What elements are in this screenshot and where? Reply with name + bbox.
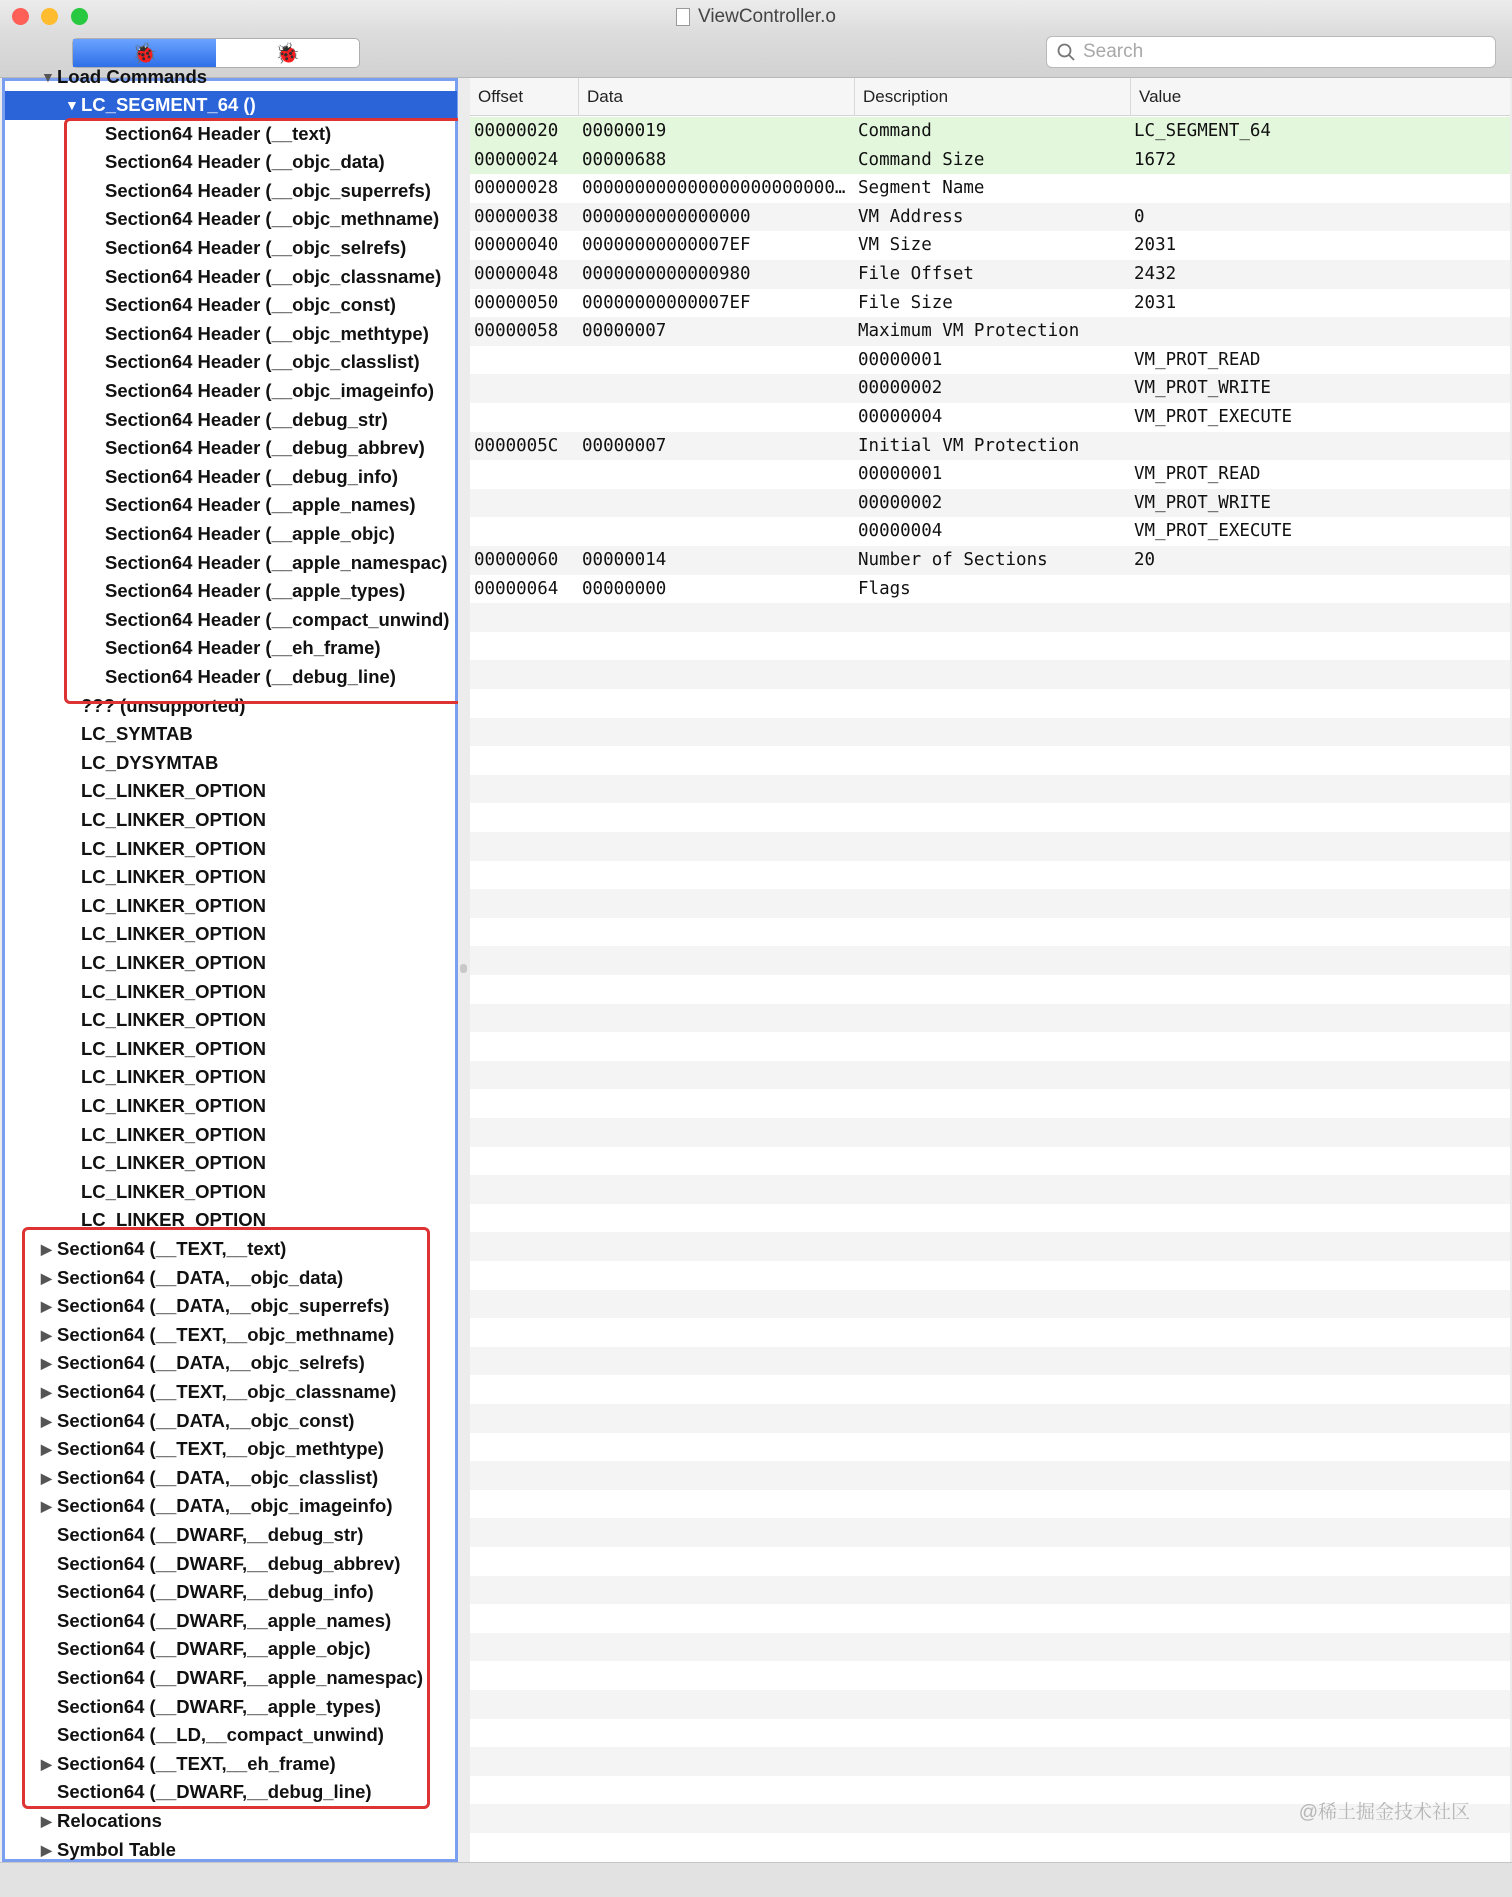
outline-row-label: Section64 (__DWARF,__apple_objc): [57, 1638, 371, 1660]
cell-value: VM_PROT_WRITE: [1134, 378, 1271, 399]
outline-row-label: LC_DYSYMTAB: [81, 751, 219, 773]
outline-row-label: Section64 (__TEXT,__eh_frame): [57, 1752, 336, 1774]
outline-row[interactable]: [5, 720, 457, 749]
outline-row[interactable]: [5, 1349, 457, 1378]
outline-row-label: Section64 (__DWARF,__apple_namespac): [57, 1667, 424, 1688]
outline-row-label: Section64 (__DWARF,__debug_line): [57, 1781, 372, 1803]
row-stripe: [470, 1690, 1510, 1719]
table-row[interactable]: [470, 546, 1510, 575]
outline-row[interactable]: [5, 234, 457, 263]
title-bar: [0, 0, 1512, 34]
outline-row[interactable]: [5, 1206, 457, 1235]
cell-description: Command: [858, 121, 932, 141]
cell-offset: 00000048: [474, 264, 559, 284]
outline-row[interactable]: [5, 920, 457, 949]
cell-value: 1672: [1134, 149, 1177, 170]
table-row[interactable]: [470, 117, 1510, 146]
cell-offset: 00000058: [474, 321, 559, 342]
outline-row-label: Section64 (__TEXT,__objc_classname): [57, 1381, 397, 1402]
outline-row[interactable]: [5, 1693, 457, 1722]
outline-row-label: Section64 Header (__apple_names): [105, 494, 416, 516]
cell-description: VM Address: [858, 206, 964, 227]
cell-description: Segment Name: [858, 178, 985, 199]
outline-row-label: LC_LINKER_OPTION: [81, 980, 267, 1002]
outline-row[interactable]: [5, 1121, 457, 1150]
disclosure-closed-icon[interactable]: ▶: [41, 1755, 52, 1772]
outline-row-label: LC_LINKER_OPTION: [81, 1152, 267, 1174]
outline-row[interactable]: [5, 835, 457, 864]
outline-row-label: Section64 (__DATA,__objc_const): [57, 1409, 355, 1431]
outline-row-label: Section64 Header (__debug_line): [105, 666, 396, 687]
outline-row[interactable]: [5, 1464, 457, 1493]
outline-row[interactable]: [5, 1492, 457, 1521]
cell-description: Command Size: [858, 149, 985, 170]
outline-row[interactable]: [5, 806, 457, 835]
outline-row[interactable]: [5, 692, 457, 721]
outline-row[interactable]: [5, 205, 457, 234]
outline-row-label: Section64 (__DWARF,__debug_str): [57, 1524, 364, 1545]
outline-row[interactable]: [5, 177, 457, 206]
disclosure-closed-icon[interactable]: ▶: [41, 1298, 52, 1315]
cell-description: 00000002: [858, 492, 943, 513]
outline-row[interactable]: [5, 1264, 457, 1293]
outline-row[interactable]: [5, 1035, 457, 1064]
outline-row-label: Section64 Header (__apple_objc): [105, 523, 395, 544]
row-stripe: [470, 1004, 1510, 1033]
outline-row[interactable]: [5, 263, 457, 292]
outline-row[interactable]: [5, 1292, 457, 1321]
row-stripe: [470, 1633, 1510, 1662]
row-stripe: [470, 1118, 1510, 1147]
row-stripe: [470, 1518, 1510, 1547]
cell-value: VM_PROT_READ: [1134, 349, 1261, 370]
disclosure-closed-icon[interactable]: ▶: [41, 1326, 52, 1343]
outline-row-label: ??? (unsupported): [81, 694, 246, 716]
row-stripe: [470, 718, 1510, 747]
outline-row-label: LC_LINKER_OPTION: [81, 923, 267, 945]
row-stripe: [470, 946, 1510, 975]
cell-description: 00000001: [858, 464, 943, 485]
outline-row[interactable]: [5, 1721, 457, 1750]
disclosure-closed-icon[interactable]: ▶: [41, 1469, 52, 1486]
cell-data: 00000000000007EF: [582, 292, 751, 313]
outline-row-label: LC_LINKER_OPTION: [81, 952, 267, 973]
outline-row[interactable]: [5, 1578, 457, 1607]
detail-table[interactable]: [470, 78, 1510, 1862]
disclosure-closed-icon[interactable]: ▶: [41, 1355, 52, 1372]
disclosure-closed-icon[interactable]: ▶: [41, 1384, 52, 1400]
cell-description: Flags: [858, 578, 911, 599]
outline-row-label: Relocations: [57, 1810, 162, 1831]
row-stripe: [470, 1061, 1510, 1090]
outline-row[interactable]: [5, 1006, 457, 1035]
disclosure-closed-icon[interactable]: ▶: [41, 1441, 52, 1458]
search-icon: [1057, 43, 1075, 61]
disclosure-open-icon[interactable]: ▼: [41, 69, 55, 85]
outline-row-label: Section64 (__DATA,__objc_imageinfo): [57, 1495, 393, 1517]
outline-row-label: Section64 (__DWARF,__debug_abbrev): [57, 1552, 401, 1574]
cell-data: 00000007: [582, 435, 667, 456]
table-row[interactable]: [470, 374, 1510, 403]
outline-row[interactable]: [5, 520, 457, 549]
cell-description: Number of Sections: [858, 550, 1048, 570]
outline-row-label: Section64 Header (__apple_types): [105, 580, 406, 602]
disclosure-closed-icon[interactable]: ▶: [41, 1841, 52, 1858]
outline-row[interactable]: [5, 91, 457, 120]
outline-row-label: LC_SYMTAB: [81, 723, 193, 745]
outline-row-label: LC_LINKER_OPTION: [81, 894, 267, 916]
cell-offset: 00000028: [474, 178, 559, 199]
table-row[interactable]: [470, 517, 1510, 546]
column-header-value[interactable]: Value: [1130, 78, 1510, 116]
table-row[interactable]: [470, 403, 1510, 432]
cell-data: 00000000000007EF: [582, 235, 751, 256]
outline-row-label: Section64 Header (__objc_methname): [105, 208, 440, 230]
row-stripe: [470, 889, 1510, 918]
outline-row[interactable]: [5, 978, 457, 1007]
cell-value: VM_PROT_WRITE: [1134, 492, 1271, 513]
table-row[interactable]: [470, 174, 1510, 203]
cell-offset: 00000038: [474, 206, 559, 227]
outline-row-label: Section64 Header (__objc_data): [105, 151, 385, 173]
disclosure-open-icon[interactable]: ▼: [65, 97, 79, 113]
outline-row-label: Section64 (__TEXT,__text): [57, 1238, 287, 1259]
outline-row-label: LC_LINKER_OPTION: [81, 780, 267, 802]
cell-value: LC_SEGMENT_64: [1134, 121, 1271, 141]
outline-row[interactable]: [5, 1807, 457, 1836]
outline-row[interactable]: [5, 577, 457, 606]
outline-row[interactable]: [5, 1607, 457, 1636]
disclosure-closed-icon[interactable]: ▶: [41, 1269, 52, 1286]
outline-row-label: Section64 (__DATA,__objc_superrefs): [57, 1295, 390, 1317]
outline-row[interactable]: [5, 1750, 457, 1779]
outline-row[interactable]: [5, 1092, 457, 1121]
row-stripe: [470, 1404, 1510, 1433]
table-row[interactable]: [470, 432, 1510, 461]
table-row[interactable]: [470, 231, 1510, 260]
divider-handle[interactable]: [460, 964, 467, 973]
table-header: [470, 78, 1510, 116]
outline-row[interactable]: [5, 949, 457, 978]
cell-value: 2031: [1134, 235, 1177, 256]
outline-row[interactable]: [5, 777, 457, 806]
outline-row[interactable]: [5, 863, 457, 892]
outline-row-label: Section64 Header (__objc_classname): [105, 265, 442, 287]
outline-row[interactable]: [5, 549, 457, 578]
cell-offset: 00000040: [474, 235, 559, 256]
outline-row[interactable]: [5, 1235, 457, 1264]
table-row[interactable]: [470, 317, 1510, 346]
bug-icon: 🐞: [275, 42, 300, 65]
disclosure-closed-icon[interactable]: ▶: [41, 1412, 52, 1429]
column-header-data[interactable]: Data: [578, 78, 854, 116]
outline-row-label: Section64 Header (__compact_unwind): [105, 608, 450, 630]
outline-row-label: Section64 (__LD,__compact_unwind): [57, 1724, 384, 1746]
outline-row[interactable]: [5, 606, 457, 635]
outline-row[interactable]: [5, 348, 457, 377]
cell-offset: 0000005C: [474, 435, 559, 456]
row-stripe: [470, 660, 1510, 689]
bug-icon: 🐞: [132, 42, 157, 65]
cell-data: 0000000000000000: [582, 206, 751, 227]
status-bar: [0, 1862, 1512, 1897]
cell-data: 00000019: [582, 121, 667, 141]
outline-row-load-commands[interactable]: [5, 63, 457, 92]
outline-row[interactable]: [5, 663, 457, 692]
disclosure-closed-icon[interactable]: ▶: [41, 1498, 52, 1515]
outline-row-label: LC_LINKER_OPTION: [81, 1095, 267, 1116]
table-row[interactable]: [470, 203, 1510, 232]
outline-row-label: Section64 Header (__debug_str): [105, 408, 388, 430]
outline-row[interactable]: [5, 1407, 457, 1436]
cell-value: VM_PROT_READ: [1134, 464, 1261, 485]
cell-offset: 00000050: [474, 292, 559, 313]
cell-description: 00000001: [858, 349, 943, 370]
outline-row-label: Section64 (__DWARF,__apple_names): [57, 1609, 392, 1631]
window-title: ViewController.o: [697, 6, 836, 27]
outline-row-label: LC_LINKER_OPTION: [81, 837, 267, 859]
outline-row[interactable]: [5, 892, 457, 921]
row-stripe: [470, 1175, 1510, 1204]
outline-row-label: Section64 (__DATA,__objc_classlist): [57, 1466, 379, 1488]
cell-description: File Size: [858, 292, 953, 313]
row-stripe: [470, 1747, 1510, 1776]
search-field[interactable]: [1046, 36, 1496, 68]
cell-value: 2031: [1134, 292, 1177, 313]
row-stripe: [470, 1347, 1510, 1376]
row-stripe: [470, 775, 1510, 804]
outline-row-label: Section64 (__TEXT,__objc_methtype): [57, 1438, 384, 1460]
row-stripe: [470, 1461, 1510, 1490]
table-row[interactable]: [470, 289, 1510, 318]
outline-row-label: LC_SEGMENT_64 (): [81, 94, 256, 115]
outline-row-label: Section64 (__TEXT,__objc_methname): [57, 1323, 395, 1345]
cell-value: 20: [1134, 550, 1156, 570]
outline-row-label: Section64 Header (__apple_namespac): [105, 551, 448, 573]
column-header-offset[interactable]: Offset: [478, 87, 524, 106]
outline-row-label: LC_LINKER_OPTION: [81, 1209, 267, 1231]
outline-row[interactable]: [5, 634, 457, 663]
cell-data: 00000000: [582, 578, 667, 599]
table-row[interactable]: [470, 146, 1510, 175]
outline-row[interactable]: [5, 1664, 457, 1693]
outline-row[interactable]: [5, 377, 457, 406]
row-stripe: [470, 603, 1510, 632]
outline-row-label: LC_LINKER_OPTION: [81, 809, 267, 830]
cell-data: 00000007: [582, 321, 667, 342]
cell-offset: 00000060: [474, 550, 559, 570]
cell-offset: 00000020: [474, 121, 559, 141]
outline-row-label: LC_LINKER_OPTION: [81, 1009, 267, 1031]
outline-row[interactable]: [5, 320, 457, 349]
outline-row[interactable]: [5, 1778, 457, 1807]
cell-data: 0000000000000980: [582, 264, 751, 284]
outline-row[interactable]: [5, 1521, 457, 1550]
outline-row[interactable]: [5, 1063, 457, 1092]
outline-row[interactable]: [5, 1435, 457, 1464]
outline-row-label: LC_LINKER_OPTION: [81, 1123, 267, 1145]
outline-row-label: LC_LINKER_OPTION: [81, 1066, 267, 1088]
outline-row-label: Section64 Header (__text): [105, 122, 332, 144]
table-row[interactable]: [470, 460, 1510, 489]
outline-row[interactable]: [5, 1635, 457, 1664]
outline-row[interactable]: [5, 120, 457, 149]
outline-row[interactable]: [5, 491, 457, 520]
outline-row[interactable]: [5, 1378, 457, 1407]
outline-row-label: Symbol Table: [57, 1838, 176, 1860]
cell-offset: 00000064: [474, 578, 559, 599]
outline-row[interactable]: [5, 749, 457, 778]
cell-description: File Offset: [858, 264, 974, 284]
row-stripe: [470, 1576, 1510, 1605]
disclosure-closed-icon[interactable]: ▶: [41, 1813, 52, 1829]
outline-row-label: Section64 (__DATA,__objc_selrefs): [57, 1352, 365, 1374]
table-row[interactable]: [470, 575, 1510, 604]
cell-data: 00000014: [582, 550, 667, 570]
row-stripe: [470, 832, 1510, 861]
watermark: @稀土掘金技术社区: [1298, 1802, 1470, 1823]
search-input[interactable]: [1083, 41, 1483, 63]
document-icon: [676, 8, 690, 26]
outline-row-label: LC_LINKER_OPTION: [81, 1180, 267, 1202]
disclosure-closed-icon[interactable]: ▶: [41, 1241, 52, 1257]
outline-row-label: Section64 Header (__objc_superrefs): [105, 179, 431, 201]
outline-row[interactable]: [5, 1178, 457, 1207]
cell-data: 00000688: [582, 149, 667, 170]
cell-description: 00000004: [858, 521, 943, 542]
cell-value: VM_PROT_EXECUTE: [1134, 407, 1293, 427]
outline-row-label: Section64 Header (__eh_frame): [105, 637, 381, 659]
outline-row[interactable]: [5, 406, 457, 435]
column-header-description[interactable]: Description: [854, 78, 1130, 116]
outline-row-label: Load Commands: [57, 66, 208, 87]
cell-description: Maximum VM Protection: [858, 321, 1080, 342]
outline-row-label: Section64 Header (__objc_selrefs): [105, 237, 407, 258]
outline-row[interactable]: [5, 1149, 457, 1178]
cell-offset: 00000024: [474, 149, 559, 170]
row-stripe: [470, 1232, 1510, 1261]
load-commands-outline[interactable]: [2, 66, 458, 1862]
cell-value: VM_PROT_EXECUTE: [1134, 521, 1293, 542]
outline-row[interactable]: [5, 148, 457, 177]
outline-row-label: Section64 Header (__debug_info): [105, 465, 398, 487]
cell-description: 00000002: [858, 378, 943, 399]
outline-row-label: Section64 Header (__objc_methtype): [105, 322, 429, 344]
table-row[interactable]: [470, 346, 1510, 375]
outline-row-label: Section64 Header (__objc_classlist): [105, 351, 420, 373]
cell-data: 000000000000000000000000…: [582, 178, 846, 199]
outline-row-label: Section64 Header (__objc_imageinfo): [105, 380, 434, 401]
outline-row-label: Section64 Header (__objc_const): [105, 294, 396, 316]
outline-row[interactable]: [5, 1550, 457, 1579]
cell-description: 00000004: [858, 407, 943, 427]
cell-description: Initial VM Protection: [858, 435, 1080, 456]
outline-row-label: Section64 (__DWARF,__debug_info): [57, 1581, 374, 1603]
outline-row-label: Section64 (__DWARF,__apple_types): [57, 1695, 381, 1717]
table-row[interactable]: [470, 489, 1510, 518]
cell-description: VM Size: [858, 235, 932, 256]
cell-value: 0: [1134, 206, 1145, 227]
outline-row-label: Section64 (__DATA,__objc_data): [57, 1266, 344, 1288]
cell-value: 2432: [1134, 264, 1177, 284]
outline-row[interactable]: [5, 434, 457, 463]
outline-row-label: LC_LINKER_OPTION: [81, 866, 267, 888]
outline-row[interactable]: [5, 463, 457, 492]
row-stripe: [470, 1290, 1510, 1319]
outline-row[interactable]: [5, 1836, 457, 1865]
outline-row-label: Section64 Header (__debug_abbrev): [105, 437, 425, 459]
table-row[interactable]: [470, 260, 1510, 289]
outline-row[interactable]: [5, 291, 457, 320]
outline-row-label: LC_LINKER_OPTION: [81, 1037, 267, 1059]
outline-row[interactable]: [5, 1321, 457, 1350]
